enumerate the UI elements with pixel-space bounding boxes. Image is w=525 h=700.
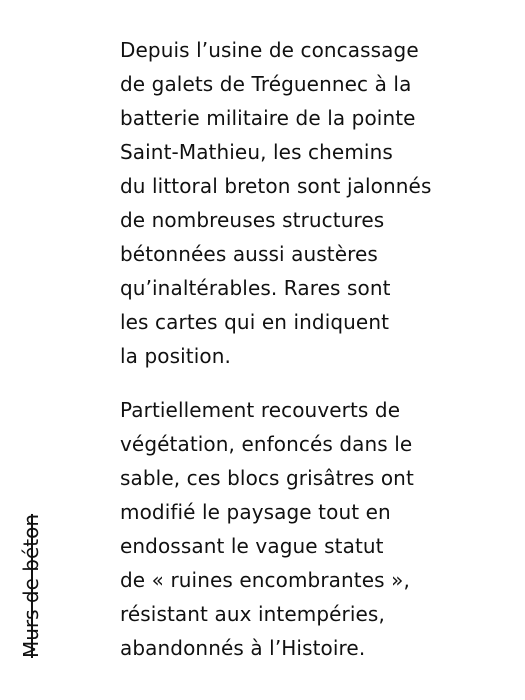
paragraph-2 bbox=[120, 393, 520, 665]
text-line: de « ruines encombrantes », bbox=[120, 568, 410, 592]
text-line: Saint-Mathieu, les chemins bbox=[120, 140, 393, 164]
text-line: abandonnés à l’Histoire. bbox=[120, 636, 366, 660]
text-line: les cartes qui en indiquent bbox=[120, 310, 390, 334]
side-title: Murs de béton bbox=[19, 513, 43, 658]
text-line: Depuis l’usine de concassage bbox=[120, 38, 419, 62]
text-line: bétonnées aussi austères bbox=[120, 242, 378, 266]
text-line: de galets de Tréguennec à la bbox=[120, 72, 412, 96]
text-line: la position. bbox=[120, 344, 231, 368]
text-line: endossant le vague statut bbox=[120, 534, 384, 558]
text-line: du littoral breton sont jalonnés bbox=[120, 174, 432, 198]
text-line: batterie militaire de la pointe bbox=[120, 106, 416, 130]
article-body bbox=[120, 33, 520, 665]
text-line: végétation, enfoncés dans le bbox=[120, 432, 413, 456]
text-line: modifié le paysage tout en bbox=[120, 500, 391, 524]
text-line: sable, ces blocs grisâtres ont bbox=[120, 466, 414, 490]
text-line: de nombreuses structures bbox=[120, 208, 385, 232]
text-line: Partiellement recouverts de bbox=[120, 398, 401, 422]
paragraph-1 bbox=[120, 33, 520, 373]
text-line: résistant aux intempéries, bbox=[120, 602, 385, 626]
text-line: qu’inaltérables. Rares sont bbox=[120, 276, 391, 300]
